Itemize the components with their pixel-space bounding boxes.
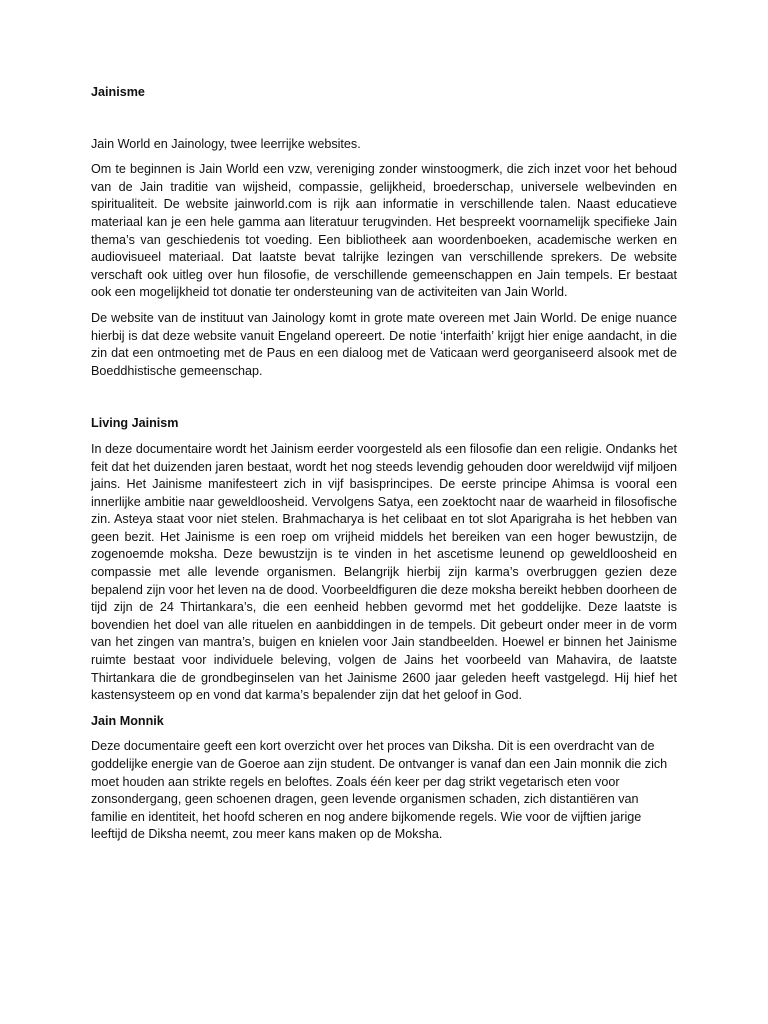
paragraph-jain-monnik: Deze documentaire geeft een kort overzicht over het proces van Diksha. Dit is een overdracht van de goddelijke energie van de Goeroe aan zijn student. De ontvanger is vanaf dan een Jain monnik die zich moet houden aan strikte regels en beloftes. Zoals één keer per dag strikt vegetarisch eten voor zonsondergang, geen schoenen dragen, geen levende organismen schaden, zich distantiëren van familie en identiteit, het hoofd scheren en nog andere bijkomende regels. Wie voor de vijftien jarige leeftijd de Diksha neemt, zou meer kans maken op de Moksha. [91, 739, 668, 842]
paragraph-jainology: De website van de instituut van Jainology komt in grote mate overeen met Jain World. De enige nuance hierbij is dat deze website vanuit Engeland opereert. De notie ‘interfaith’ krijgt hier enige aandacht, in die zin dat een ontmoeting met de Paus en een dialoog met de Vaticaan werd georganiseerd alsook met de Boeddhistische gemeenschap. [91, 310, 677, 378]
document-page [91, 84, 677, 844]
section-subtitle-websites: Jain World en Jainology, twee leerrijke websites. [91, 136, 361, 151]
paragraph-living-jainism: In deze documentaire wordt het Jainism eerder voorgesteld als een filosofie dan een religie. Ondanks het feit dat het duizenden jaren bestaat, wordt het nog steeds levendig gehouden door wereldwijd vijf miljoen jains. Het Jainisme manifesteert zich in vijf basisprincipes. De eerste principe Ahimsa is vooral een innerlijke ambitie naar geweldloosheid. Vervolgens Satya, een zoektocht naar de waarheid in filosofische zin. Asteya staat voor niet stelen. Brahmacharya is het celibaat en tot slot Aparigraha is het hebben van geen bezit. Het Jainisme is een roep om vrijheid middels het bereiken van een hoger bewustzijn, de zogenoemde moksha. Deze bewustzijn is te vinden in het ascetisme leunend op geweldloosheid en compassie met alle levende organismen. Belangrijk hierbij zijn karma’s overbruggen gezien deze bepalend zijn voor het leven na de dood. Voorbeeldfiguren die deze moksha bereikt hebben doorheen de tijd zijn de 24 Thirtankara’s, die een eenheid hebben gevormd met het goddelijke. Deze laatste is bovendien het doel van alle rituelen en aanbiddingen in de tempels. Dit gebeurt onder meer in de vorm van het zingen van mantra’s, buigen en knielen voor Jain standbeelden. Hoewel er binnen het Jainisme ruimte bestaat voor individuele beleving, volgen de Jains het voorbeeld van Mahavira, de laatste Thirtankara die de grondbeginselen van het Jainisme 2600 jaar geleden heeft vastgelegd. Hij hief het kastensysteem op en vond dat karma’s bepalender zijn dat het geloof in God. [91, 441, 677, 703]
heading-jain-monnik: Jain Monnik [91, 713, 164, 728]
document-title: Jainisme [91, 85, 145, 99]
heading-living-jainism: Living Jainism [91, 416, 179, 431]
paragraph-jain-world: Om te beginnen is Jain World een vzw, vereniging zonder winstoogmerk, die zich inzet voor het behoud van de Jain traditie van wijsheid, compassie, gelijkheid, broederschap, universele welbevinden en spiritualiteit. De website jainworld.com is rijk aan informatie in verschillende talen. Naast educatieve materiaal kan je een hele gamma aan literatuur terugvinden. Het bespreekt voornamelijk specifieke Jain thema’s van geschiedenis tot voeding. Een bibliotheek aan woordenboeken, academische werken en audiovisueel materiaal. Dat laatste bevat talrijke lezingen van verschillende sprekers. De website verschaft ook uitleg over hun filosofie, de verschillende gemeenschappen en Jain tempels. Er bestaat ook een mogelijkheid tot donatie ter ondersteuning van de activiteiten van Jain World. [91, 162, 677, 300]
